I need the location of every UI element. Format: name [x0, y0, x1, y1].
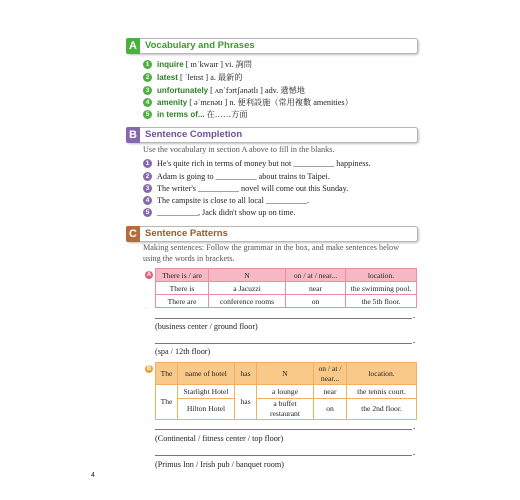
table-row — [156, 282, 417, 295]
grammar-table-b — [155, 362, 417, 420]
table-cell: a buffet restaurant — [257, 399, 314, 420]
answer-period: . — [413, 310, 416, 320]
table-cell: the swimming pool. — [346, 282, 417, 295]
sentence-item — [143, 195, 309, 207]
section-a-title: Vocabulary and Phrases — [145, 40, 255, 51]
section-c-instruction: Making sentences: Follow the grammar in the box, and make sentences below using the words in brackets. — [143, 243, 400, 263]
vocab-definition: [ ˈletɪst ] a. 最新的 — [177, 73, 243, 82]
table-header-cell: name of hotel — [178, 363, 235, 385]
table-header-cell: on / at / near... — [286, 269, 346, 282]
answer-period: . — [413, 447, 416, 457]
exercise-hint: (Primus Inn / Irish pub / banquet room) — [155, 460, 284, 469]
table-header-cell: N — [209, 269, 286, 282]
vocab-item — [143, 97, 353, 109]
vocab-word: inquire — [157, 60, 184, 69]
vocab-item — [143, 72, 242, 84]
section-c-letter: C — [126, 226, 140, 242]
vocab-definition: [ əˈmɛnətɪ ] n. 便利設施（常用複數 amenities） — [187, 98, 353, 107]
number-badge: 2 — [143, 73, 152, 82]
exercise-hint: (business center / ground floor) — [155, 322, 258, 331]
table-header-cell: has — [235, 363, 257, 385]
number-badge: 2 — [143, 172, 152, 181]
table-cell: There are — [156, 295, 209, 308]
vocab-word: in terms of... — [157, 110, 205, 119]
table-cell: The — [156, 385, 178, 420]
answer-period: . — [413, 421, 416, 431]
vocab-word: amenity — [157, 98, 188, 107]
exercise-hint: (spa / 12th floor) — [155, 347, 211, 356]
table-a-badge: A — [146, 272, 152, 278]
table-cell: the 2nd floor. — [347, 399, 417, 420]
table-cell: Hilton Hotel — [178, 399, 235, 420]
table-cell: on — [314, 399, 347, 420]
sentence-text: The campsite is close to all local __________. — [157, 196, 309, 205]
number-badge: 5 — [143, 208, 152, 217]
number-badge: 5 — [143, 110, 152, 119]
table-cell: near — [286, 282, 346, 295]
table-header-cell: location. — [347, 363, 417, 385]
number-badge: 1 — [143, 159, 152, 168]
table-header-cell: on / at / near... — [314, 363, 347, 385]
sentence-item — [143, 158, 371, 170]
sentence-item — [143, 207, 295, 219]
vocab-word: unfortunately — [157, 86, 209, 95]
sentence-text: Adam is going to __________ about trains to Taipei. — [157, 172, 330, 181]
section-b-title: Sentence Completion — [145, 129, 243, 140]
answer-line[interactable] — [155, 343, 412, 344]
number-badge: 3 — [143, 86, 152, 95]
vocab-item — [143, 59, 252, 71]
sentence-text: __________, Jack didn't show up on time. — [157, 208, 296, 217]
table-cell: on — [286, 295, 346, 308]
table-header-cell: The — [156, 363, 178, 385]
table-header-cell: N — [257, 363, 314, 385]
vocab-item — [143, 85, 305, 97]
grammar-table-a — [155, 268, 417, 308]
exercise-hint: (Continental / fitness center / top floor) — [155, 434, 284, 443]
table-cell: the tennis court. — [347, 385, 417, 399]
table-cell: conference rooms — [209, 295, 286, 308]
section-a-header — [126, 38, 418, 54]
vocab-word: latest — [157, 73, 178, 82]
table-header-cell: location. — [346, 269, 417, 282]
table-row — [156, 399, 417, 420]
vocab-definition: [ ʌnˈfɔrtʃənətlɪ ] adv. 遺憾地 — [208, 86, 305, 95]
table-cell: a Jacuzzi — [209, 282, 286, 295]
table-row — [156, 295, 417, 308]
number-badge: 3 — [143, 184, 152, 193]
answer-line[interactable] — [155, 455, 412, 456]
page-number: 4 — [91, 472, 95, 479]
table-cell: Starlight Hotel — [178, 385, 235, 399]
sentence-text: He's quite rich in terms of money but not __________ happiness. — [157, 159, 371, 168]
sentence-text: The writer's __________ novel will come out this Sunday. — [157, 184, 349, 193]
table-cell: has — [235, 385, 257, 420]
table-header-row — [156, 269, 417, 282]
section-c-header — [126, 226, 418, 242]
vocab-definition: [ ɪnˈkwaɪr ] vi. 詢問 — [183, 60, 252, 69]
table-cell: There is — [156, 282, 209, 295]
table-row — [156, 385, 417, 399]
number-badge: 4 — [143, 196, 152, 205]
vocab-definition: 在……方面 — [204, 110, 248, 119]
vocab-item — [143, 109, 248, 121]
section-a-letter: A — [126, 38, 140, 54]
table-b-badge: B — [146, 366, 152, 372]
section-b-instruction: Use the vocabulary in section A above to fill in the blanks. — [143, 145, 335, 154]
section-b-letter: B — [126, 127, 140, 143]
section-b-header — [126, 127, 418, 143]
number-badge: 4 — [143, 98, 152, 107]
answer-line[interactable] — [155, 318, 412, 319]
table-cell: the 5th floor. — [346, 295, 417, 308]
sentence-item — [143, 171, 330, 183]
table-header-cell: There is / are — [156, 269, 209, 282]
sentence-item — [143, 183, 348, 195]
answer-line[interactable] — [155, 429, 412, 430]
table-cell: near — [314, 385, 347, 399]
table-cell: a lounge — [257, 385, 314, 399]
answer-period: . — [413, 335, 416, 345]
section-c-title: Sentence Patterns — [145, 228, 228, 239]
number-badge: 1 — [143, 60, 152, 69]
table-header-row — [156, 363, 417, 385]
